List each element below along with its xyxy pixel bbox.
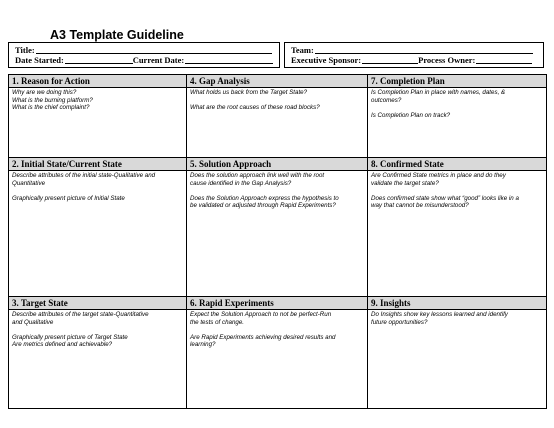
guideline-text: Describe attributes of the target state-Quantitative (12, 311, 149, 318)
team-field[interactable] (315, 45, 533, 54)
section-body-reason[interactable] (9, 88, 187, 158)
guideline-text: validate the target state? (371, 179, 439, 187)
section-header-solution: 5. Solution Approach (187, 158, 368, 171)
section-header-insights: 9. Insights (368, 297, 547, 310)
guideline-text: Why are we doing this? (12, 89, 77, 96)
a3-grid (8, 74, 547, 409)
guideline-text: Expect the Solution Approach to not be perfect-Run (190, 311, 332, 318)
section-header-confirmed: 8. Confirmed State (368, 158, 547, 171)
title-field[interactable] (36, 45, 272, 54)
guideline-text: Are Rapid Experiments achieving desired results and (190, 333, 336, 341)
section-header-completion: 7. Completion Plan (368, 75, 547, 88)
team-row (291, 45, 537, 55)
page-title: A3 Template Guideline (50, 28, 184, 42)
line-gap (12, 326, 183, 334)
section-body-initial-state[interactable] (9, 171, 187, 297)
section-body-target[interactable] (9, 310, 187, 409)
guideline-text: learning? (190, 341, 216, 349)
guideline-text: Is Completion Plan on track? (371, 111, 451, 119)
guideline-text: outcomes? (371, 96, 402, 104)
guideline-text: Are metrics defined and achievable? (12, 341, 113, 349)
title-label: Title: (15, 45, 35, 55)
guideline-text: Does the Solution Approach express the hypothesis to (190, 194, 339, 202)
guideline-text: What is the chief complaint? (12, 104, 90, 112)
guideline-text: Is Completion Plan in place with names, dates, & (371, 89, 506, 96)
section-body-gap[interactable] (187, 88, 368, 158)
guideline-text: future opportunities? (371, 318, 428, 326)
line-gap (190, 326, 364, 334)
section-header-gap: 4. Gap Analysis (187, 75, 368, 88)
section-header-target: 3. Target State (9, 297, 187, 310)
guideline-text: Describe attributes of the initial state-Qualitative and (12, 172, 156, 179)
header-right-box (284, 42, 544, 68)
guideline-text: cause identified in the Gap Analysis? (190, 179, 292, 187)
section-header-reason: 1. Reason for Action (9, 75, 187, 88)
title-row (15, 45, 273, 55)
section-body-insights[interactable] (368, 310, 547, 409)
guideline-text: Are Confirmed State metrics in place and do they (371, 172, 506, 179)
current-date-label: Current Date: (132, 55, 185, 65)
guideline-text: and Qualitative (12, 318, 54, 326)
guideline-text: Graphically present picture of Initial State (12, 194, 125, 202)
process-owner-field[interactable] (476, 55, 532, 64)
team-label: Team: (291, 45, 314, 55)
guideline-text: Do Insights show key lessons learned and identify (371, 311, 508, 318)
line-gap (190, 187, 364, 195)
guideline-text: way that cannot be misunderstood? (371, 202, 469, 210)
guideline-text: What holds us back from the Target State? (190, 89, 308, 96)
exec-sponsor-label: Executive Sponsor: (291, 55, 362, 65)
guideline-text: be validated or adjusted through Rapid Experiments? (190, 202, 336, 210)
header-left-box (8, 42, 280, 68)
guideline-text: Does the solution approach link well with the root (190, 172, 325, 179)
section-body-completion[interactable] (368, 88, 547, 158)
section-body-rapid[interactable] (187, 310, 368, 409)
date-started-label: Date Started: (15, 55, 64, 65)
guideline-text: What are the root causes of these road blocks? (190, 104, 320, 112)
sponsor-row (291, 55, 537, 65)
dates-row (15, 55, 273, 65)
guideline-text: What is the burning platform? (12, 96, 93, 104)
exec-sponsor-field[interactable] (362, 55, 418, 64)
current-date-field[interactable] (185, 55, 273, 64)
line-gap (12, 187, 183, 195)
guideline-text: Does confirmed state show what “good” looks like in a (371, 194, 519, 202)
date-started-field[interactable] (65, 55, 133, 64)
section-header-initial-state: 2. Initial State/Current State (9, 158, 187, 171)
guideline-text: Graphically present picture of Target State (12, 333, 128, 341)
line-gap (371, 104, 543, 112)
guideline-text: the tests of change. (190, 318, 245, 326)
section-body-solution[interactable] (187, 171, 368, 297)
guideline-text: Quantitative (12, 179, 46, 187)
line-gap (371, 187, 543, 195)
section-body-confirmed[interactable] (368, 171, 547, 297)
line-gap (190, 97, 364, 105)
process-owner-label: Process Owner: (418, 55, 476, 65)
section-header-rapid: 6. Rapid Experiments (187, 297, 368, 310)
